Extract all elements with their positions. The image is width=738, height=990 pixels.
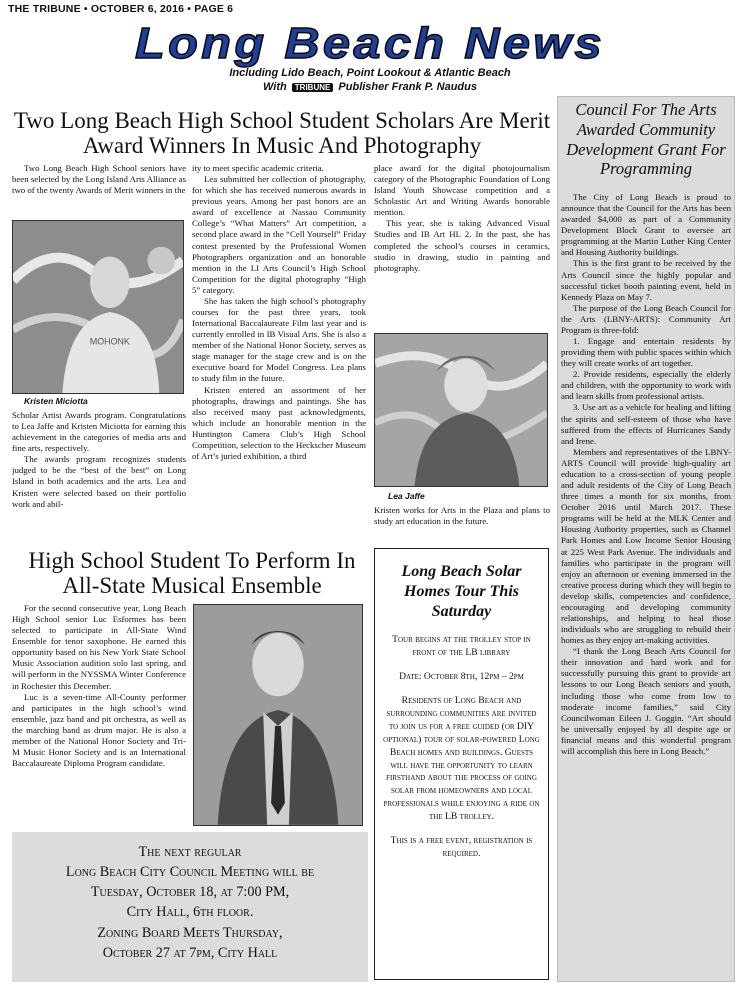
solar-paragraph: Tour begins at the trolley stop in front of the LB library <box>392 634 531 658</box>
article1-headline: Two Long Beach High School Student Scholars Are Merit Award Winners In Music And Photography <box>13 108 551 159</box>
article1-paragraph: Kristen works for Arts in the Plaza and plans to study art education in the future. <box>374 505 550 527</box>
article1-col2 <box>192 163 366 541</box>
council-line: Long Beach City Council Meeting will be <box>65 864 315 881</box>
sidebar-body <box>561 192 731 978</box>
article1-paragraph: This year, she is taking Advanced Visual Studies and IB Art HL 2. In the past, she has completed the school’s courses in ceramics, studio in drawing, studio in painting and photography. <box>374 218 550 273</box>
publisher-name: Publisher Frank P. Naudus <box>338 81 477 93</box>
photo-luc-esformes <box>193 604 363 826</box>
article1-paragraph: Lea submitted her collection of photography, for which she has received numerous awards in previous years. Among her past honors are an award of excellence at Nassau Community College’s “What Matters” Art competition, a second place award in the “Cell Yourself” Friday contest presented by the Professional Women Photographers organization and an honorable mention in the LI Arts Council’s High School Competition for the digital photography “High 5” category. <box>192 174 366 295</box>
article1-paragraph: ity to meet specific academic criteria. <box>192 163 324 173</box>
masthead-subtitle: Including Lido Beach, Point Lookout & Atlantic Beach <box>229 67 511 79</box>
article1-col3-top <box>374 163 550 333</box>
article1-col1-top <box>12 163 186 219</box>
sidebar-paragraph: Members and representatives of the LBNY-ARTS Council will provide high-quality art education to a cross-section of young people and adult residents of the City of Long Beach three times a month for six months, from October 2016 until March 2017. These programs will be held at the MLK Center and Housing Authority properties, such as Channel Park Homes and Low Income Senior Housing at 225 West Park Avenue. The individuals and families who participate in the program will enjoy an afternoon or evening immersed in the creative process during which they will begin to develop skills, competencies and confidence, encouraging and developing community relationships, and helping to heal those individuals who are struggling to rebuild their homes as they enjoy art-making activities. <box>561 446 731 646</box>
solar-tour-body <box>381 634 542 872</box>
running-head: THE TRIBUNE • OCTOBER 6, 2016 • PAGE 6 <box>8 3 234 15</box>
sidebar-paragraph: 1. Engage and entertain residents by providing them with public spaces within which they will create works of art together. <box>561 336 731 369</box>
photo-kristen-miciotta <box>12 220 184 394</box>
article2-paragraph: For the second consecutive year, Long Beach High School senior Luc Esformes has been selected to participate in All-State Wind Ensemble for tenor saxophone. He earned this opportunity based on his New York State School Music Association audition solo last spring, and will perform in the NYSSMA Winter Conference in Rochester this December. <box>12 603 186 691</box>
article1-paragraph: Scholar Artist Awards program. Congratulations to Lea Jaffe and Kristen Miciotta for earning this achievement in the categories of media arts and fine arts, respectively. <box>12 410 186 454</box>
council-line: Zoning Board Meets Thursday, <box>97 924 283 941</box>
sidebar-paragraph: The City of Long Beach is proud to announce that the Council for the Arts has been awarded $4,000 as part of a Community Development Block Grant to oversee art programming at the Martin Luther King Center and Housing Authority buildings. <box>561 192 731 258</box>
solar-paragraph: Date: October 8th, 12pm – 2pm <box>399 670 524 682</box>
sidebar-headline: Council For The Arts Awarded Community Development Grant For Programming <box>566 100 726 179</box>
publisher-prefix: With <box>263 81 287 93</box>
masthead-title-text: Long Beach News <box>135 19 605 68</box>
photo-lea-jaffe <box>374 333 548 487</box>
article2-paragraph: Luc is a seven-time All-County performer and participates in the high school’s wind ensemble, jazz band and pit orchestra, as well as the marching band as drum major. He is also a member of the National Honor Society and Tri-M Music Honor Society and is an International Baccalaureate Diploma Program candidate. <box>12 691 186 769</box>
sidebar-paragraph: “I thank the Long Beach Arts Council for their innovation and hard work and for successfully pursuing this grant to provide art lessons to our Long Beach seniors and youth, including those who come from low to moderate income families,” said City Councilwoman Eileen J. Goggin. “Art should be universally enjoyed by all despite age or financial means and this wonderful program will accomplish this here in Long Beach.” <box>561 646 731 756</box>
article1-paragraph: Kristen entered an assortment of her photographs, drawings and paintings. She has also received many past acknowledgments, which include an honorable mention in the Huntington Camera Club’s High School Competition, selection to the Heckscher Museum of Art’s juried exhibition, a third <box>192 384 366 462</box>
solar-paragraph: Residents of Long Beach and surrounding communities are invited to join us for a free guided (or DIY optional) tour of solar-powered Long Beach homes and buildings. Guests will have the opportunity to learn firsthand about the process of going solar from homeowners and local professionals while enjoying a ride on the LB trolley. <box>383 694 540 823</box>
article1-paragraph: The awards program recognizes students judged to be the “best of the best” on Long Island in both academics and the arts. Lea and Kristen were selected based on their portfolio work and abil- <box>12 454 186 509</box>
sidebar-paragraph: This is the first grant to be received by the Arts Council since the highly popular and successful ticket booth painting event, held in Kennedy Plaza on May 7. <box>561 258 731 302</box>
sidebar-paragraph: 3. Use art as a vehicle for healing and lifting the spirits and self-esteem of those who have suffered from the effects of Hurricanes Sandy and Irene. <box>561 402 731 446</box>
solar-tour-headline: Long Beach Solar Homes Tour This Saturday <box>401 563 522 620</box>
masthead-title <box>120 12 620 72</box>
article1-paragraph: Two Long Beach High School seniors have been selected by the Long Island Arts Alliance as two of the twenty Awards of Merit winners in the <box>12 163 186 196</box>
sidebar-paragraph: 2. Provide residents, especially the elderly and children, with the opportunity to work with and learn skills from professional artists. <box>561 369 731 402</box>
solar-paragraph: This is a free event, registration is required. <box>390 835 533 860</box>
council-line: Tuesday, October 18, at 7:00 PM, <box>90 884 290 901</box>
sidebar-paragraph: The purpose of the Long Beach Council for the Arts (LBNY-ARTS): Community Art Program is three-fold: <box>561 302 731 335</box>
council-line: The next regular <box>138 844 242 860</box>
article2-col <box>12 603 186 825</box>
article2-headline: High School Student To Perform In All-State Musical Ensemble <box>28 548 356 599</box>
photo-caption: Kristen Miciotta <box>24 396 88 406</box>
council-line: October 27 at 7pm, City Hall <box>102 944 278 961</box>
article1-col3-bottom <box>374 505 550 543</box>
article1-paragraph: place award for the digital photojournalism category of the Photographic Foundation of Long Island Youth Showcase competition and a Scholastic Art and Writing Awards honorable mention. <box>374 163 550 218</box>
article1-col1-bottom <box>12 410 186 542</box>
svg-text:MOHONK: MOHONK <box>89 336 130 347</box>
masthead-publisher-line <box>170 81 570 93</box>
tribune-logo: TRIBUNE <box>292 83 334 92</box>
council-line: City Hall, 6th floor. <box>126 904 254 921</box>
council-meeting-notice <box>16 842 364 963</box>
article1-paragraph: She has taken the high school’s photography courses for the past three years, took International Baccalaureate Film last year and is currently enrolled in IB Visual Arts. She is also a member of the National Honor Society, serves as stage manager for the stage crew and is on the executive board for Model Congress. Lea plans to study film in the future. <box>192 295 366 384</box>
photo-caption: Lea Jaffe <box>388 491 425 501</box>
